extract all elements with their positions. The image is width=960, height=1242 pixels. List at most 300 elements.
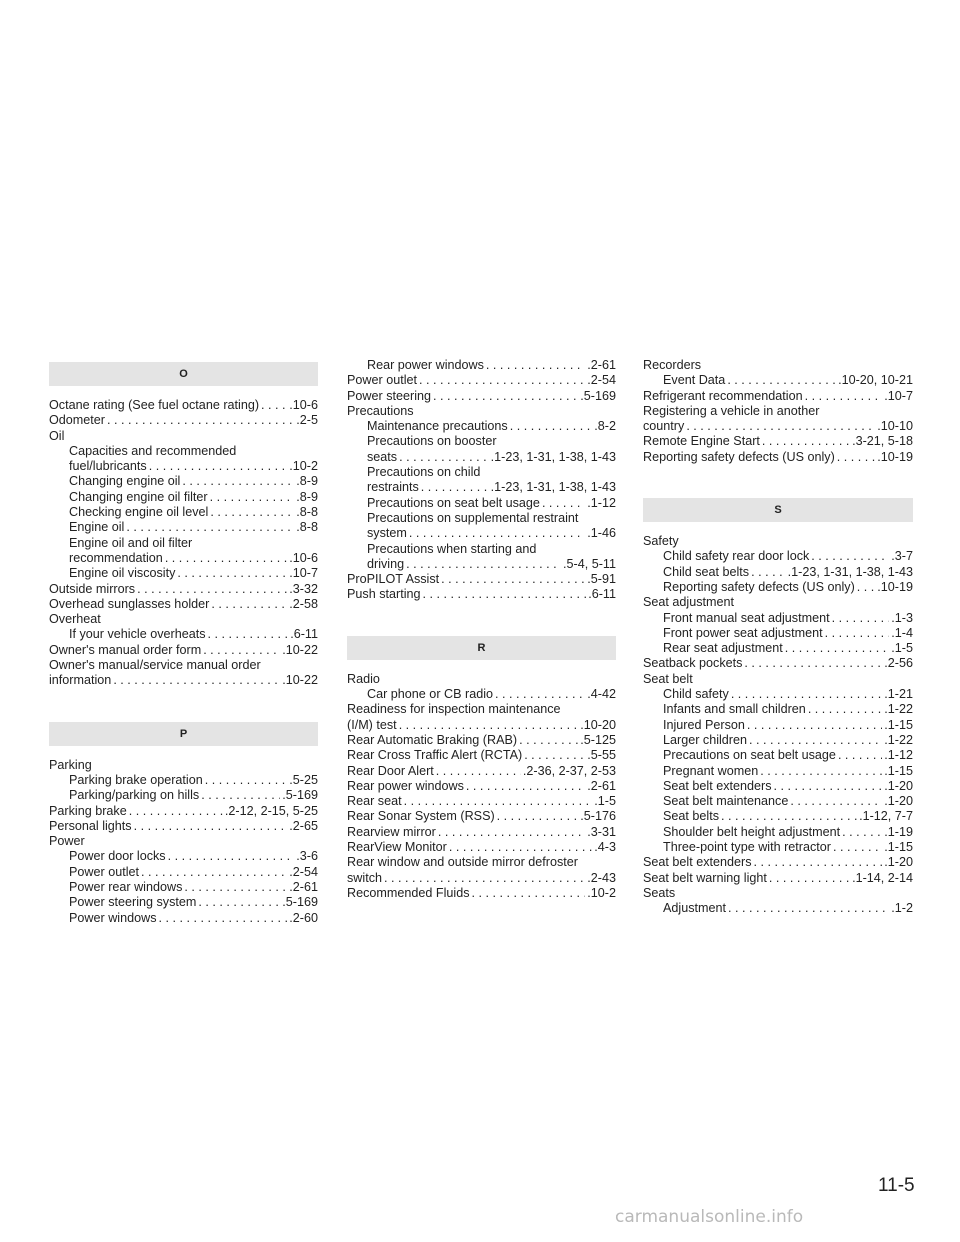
- dot-leader: [769, 871, 850, 886]
- section-header: R: [347, 636, 616, 660]
- index-entry: [347, 886, 616, 901]
- entry-label: Event Data: [663, 373, 726, 388]
- index-entry: [347, 825, 616, 840]
- entry-label: Child safety rear door lock: [663, 549, 810, 564]
- dot-leader: [421, 480, 489, 495]
- page-reference: .1-2: [891, 901, 913, 916]
- entry-label: Power door locks: [69, 849, 166, 864]
- entry-label: Seat belts: [663, 809, 720, 824]
- page-reference: .1-5: [594, 794, 616, 809]
- index-subentry: [643, 794, 913, 809]
- index-subentry: [49, 459, 318, 474]
- index-entry: [347, 871, 616, 886]
- dot-leader: [159, 911, 288, 926]
- entry-label: Rear seat adjustment: [663, 641, 783, 656]
- entry-label: Child safety: [663, 687, 729, 702]
- index-subentry: [643, 611, 913, 626]
- dot-leader: [184, 880, 287, 895]
- index-entry: [643, 855, 913, 870]
- page-reference: .1-22: [884, 702, 913, 717]
- page-number: 11-5: [878, 1175, 915, 1196]
- index-entry-text: Owner's manual/service manual order: [49, 658, 261, 673]
- index-entry: [49, 673, 318, 688]
- index-entry-text: Seats: [643, 885, 676, 900]
- dot-leader: [825, 626, 890, 641]
- index-subentry: [643, 809, 913, 824]
- page-reference: .10-22: [282, 673, 318, 688]
- dot-leader: [486, 358, 585, 373]
- page-reference: .2-61: [587, 778, 616, 793]
- page-reference: .10-6: [289, 398, 318, 412]
- index-entry: [643, 656, 913, 671]
- page-reference: .3-21, 5-18: [852, 434, 913, 449]
- index-entry-text: Seat adjustment: [643, 595, 735, 610]
- page-reference: .8-2: [594, 419, 616, 434]
- dot-leader: [261, 398, 287, 413]
- index-subentry: [49, 865, 318, 880]
- entry-label: Power rear windows: [69, 880, 183, 895]
- page-reference: .5-91: [587, 572, 616, 587]
- page-reference: .8-9: [296, 489, 318, 504]
- dot-leader: [744, 656, 882, 671]
- page-reference: .2-12, 2-15, 5-25: [224, 803, 318, 818]
- entry-label: Rear Sonar System (RSS): [347, 809, 495, 824]
- index-subentry: [643, 840, 913, 855]
- page-reference: .4-42: [587, 687, 616, 702]
- index-subentry: [643, 373, 913, 388]
- index-column-3: [643, 358, 913, 917]
- dot-leader: [754, 855, 883, 870]
- page-reference: .3-31: [587, 824, 616, 839]
- index-entry: [643, 450, 913, 465]
- entry-label: Parking brake: [49, 803, 127, 818]
- page-reference: .2-65: [289, 818, 318, 833]
- entry-label: Push starting: [347, 587, 421, 602]
- entry-label: Rear power windows: [367, 358, 484, 372]
- index-entry: [49, 819, 318, 834]
- index-subentry: [347, 496, 616, 511]
- entry-label: Checking engine oil level: [69, 505, 209, 520]
- index-subentry-text: Precautions on supplemental restraint: [367, 510, 579, 525]
- page-reference: .1-12: [884, 748, 913, 763]
- dot-leader: [472, 886, 586, 901]
- page-reference: .8-9: [296, 474, 318, 489]
- entry-label: Front manual seat adjustment: [663, 610, 830, 625]
- index-entry-text: Readiness for inspection maintenance: [347, 702, 561, 717]
- page-reference: .4-3: [594, 840, 616, 855]
- page-reference: .1-4: [891, 625, 913, 640]
- index-subentry-text: Engine oil and oil filter: [69, 535, 193, 550]
- entry-label: Adjustment: [663, 901, 726, 916]
- entry-label: Parking/parking on hills: [69, 788, 200, 803]
- dot-leader: [406, 557, 561, 572]
- page-reference: .1-12, 7-7: [859, 809, 913, 824]
- dot-leader: [790, 794, 882, 809]
- entry-label: Seat belt maintenance: [663, 794, 789, 809]
- dot-leader: [842, 825, 882, 840]
- entry-label: Larger children: [663, 732, 748, 747]
- dot-leader: [727, 373, 836, 388]
- dot-leader: [149, 459, 288, 474]
- dot-leader: [384, 871, 585, 886]
- entry-label: Pregnant women: [663, 763, 759, 778]
- entry-label: Reporting safety defects (US only): [663, 579, 855, 594]
- index-entry: [347, 587, 616, 602]
- entry-label: driving: [367, 556, 405, 571]
- dot-leader: [524, 748, 585, 763]
- dot-leader: [205, 773, 288, 788]
- entry-label: system: [367, 526, 407, 541]
- index-subentry: [643, 901, 913, 916]
- index-subentry-text: Capacities and recommended: [69, 443, 237, 458]
- index-entry: [347, 373, 616, 388]
- index-subentry: [49, 551, 318, 566]
- dot-leader: [811, 549, 889, 564]
- index-subentry-text: Precautions on booster: [367, 434, 497, 449]
- page-reference: .1-15: [884, 763, 913, 778]
- dot-leader: [211, 597, 287, 612]
- page-reference: .10-7: [884, 388, 913, 403]
- dot-leader: [721, 809, 857, 824]
- index-entry: [347, 794, 616, 809]
- entry-label: Power steering: [347, 388, 431, 403]
- entry-label: Octane rating (See fuel octane rating): [49, 398, 260, 412]
- entry-label: Parking brake operation: [69, 772, 203, 787]
- index-column-2: [347, 358, 616, 901]
- dot-leader: [762, 434, 850, 449]
- dot-leader: [519, 733, 578, 748]
- page-reference: .2-54: [289, 864, 318, 879]
- index-subentry: [347, 358, 616, 373]
- entry-label: Engine oil: [69, 520, 125, 535]
- page-reference: .1-15: [884, 717, 913, 732]
- dot-leader: [832, 611, 890, 626]
- index-subentry: [49, 849, 318, 864]
- dot-leader: [168, 849, 295, 864]
- page-reference: .1-5: [891, 641, 913, 656]
- index-subentry: [49, 911, 318, 926]
- dot-leader: [399, 450, 489, 465]
- entry-label: Precautions on seat belt usage: [663, 748, 836, 763]
- dot-leader: [441, 572, 585, 587]
- dot-leader: [542, 496, 585, 511]
- page-reference: .1-3: [891, 610, 913, 625]
- index-subentry-text: Precautions on child: [367, 465, 481, 480]
- dot-leader: [129, 804, 223, 819]
- entry-label: Maintenance precautions: [367, 419, 508, 434]
- index-entry-text: Overheat: [49, 612, 101, 627]
- dot-leader: [404, 794, 593, 809]
- page-reference: .1-15: [884, 840, 913, 855]
- index-entry-text: Oil: [49, 428, 65, 443]
- entry-label: country: [643, 419, 685, 434]
- page-reference: .5-169: [282, 895, 318, 910]
- dot-leader: [201, 788, 280, 803]
- page-reference: .10-6: [289, 550, 318, 565]
- entry-label: Outside mirrors: [49, 581, 136, 596]
- page-reference: .1-14, 2-14: [852, 870, 913, 885]
- index-entry: [49, 597, 318, 612]
- page-reference: .2-56: [884, 656, 913, 671]
- dot-leader: [141, 865, 287, 880]
- index-subentry: [49, 566, 318, 581]
- entry-label: Rear power windows: [347, 778, 464, 793]
- index-subentry: [49, 505, 318, 520]
- index-subentry: [643, 825, 913, 840]
- index-subentry: [643, 718, 913, 733]
- index-column-1: [49, 358, 318, 926]
- page-reference: .10-19: [877, 449, 913, 464]
- index-subentry: [49, 788, 318, 803]
- index-subentry: [643, 549, 913, 564]
- page-reference: .1-22: [884, 732, 913, 747]
- index-entry: [347, 764, 616, 779]
- entry-label: Changing engine oil filter: [69, 489, 208, 504]
- page-reference: .5-25: [289, 772, 318, 787]
- dot-leader: [728, 901, 889, 916]
- index-subentry: [49, 490, 318, 505]
- page-reference: .5-169: [580, 388, 616, 403]
- dot-leader: [833, 840, 882, 855]
- page-reference: .2-43: [587, 870, 616, 885]
- page-reference: .2-61: [289, 880, 318, 895]
- entry-label: Power windows: [69, 910, 157, 925]
- dot-leader: [466, 779, 585, 794]
- page-reference: .2-60: [289, 910, 318, 925]
- page-reference: .10-20, 10-21: [838, 373, 913, 388]
- entry-label: Power steering system: [69, 895, 197, 910]
- index-entry: [49, 413, 318, 428]
- dot-leader: [433, 389, 578, 404]
- page-reference: .1-23, 1-31, 1-38, 1-43: [490, 480, 616, 495]
- page-reference: .2-54: [587, 373, 616, 388]
- index-entry: [347, 779, 616, 794]
- index-subentry: [49, 895, 318, 910]
- page-reference: .5-125: [580, 732, 616, 747]
- index-entry: [347, 840, 616, 855]
- page-reference: .1-12: [587, 495, 616, 510]
- index-entry: [347, 809, 616, 824]
- dot-leader: [751, 565, 786, 580]
- index-entry: [347, 748, 616, 763]
- index-entry: [347, 572, 616, 587]
- section-header: O: [49, 362, 318, 386]
- index-entry-text: Safety: [643, 534, 679, 549]
- entry-label: restraints: [367, 480, 419, 495]
- dot-leader: [198, 895, 280, 910]
- page-reference: .3-7: [891, 549, 913, 564]
- page-reference: .1-21: [884, 687, 913, 702]
- index-subentry: [347, 526, 616, 541]
- index-subentry: [643, 626, 913, 641]
- index-entry: [643, 871, 913, 886]
- index-entry-text: Precautions: [347, 403, 414, 418]
- index-entry-text: Seat belt: [643, 671, 693, 686]
- entry-label: Seatback pockets: [643, 656, 743, 671]
- page-reference: .10-20: [580, 717, 616, 732]
- page-reference: .1-19: [884, 824, 913, 839]
- dot-leader: [805, 389, 883, 404]
- entry-label: If your vehicle overheats: [69, 627, 206, 642]
- page-reference: .5-4, 5-11: [563, 556, 616, 571]
- dot-leader: [419, 373, 585, 388]
- section-header: P: [49, 722, 318, 746]
- dot-leader: [747, 718, 882, 733]
- index-entry: [49, 398, 318, 413]
- index-entry-text: Rear window and outside mirror defroster: [347, 855, 578, 870]
- entry-label: Reporting safety defects (US only): [643, 449, 835, 464]
- index-entry: [49, 804, 318, 819]
- page-reference: .5-55: [587, 748, 616, 763]
- dot-leader: [837, 450, 875, 465]
- entry-label: fuel/lubricants: [69, 459, 147, 474]
- entry-label: Seat belt extenders: [663, 778, 772, 793]
- page-reference: .5-169: [282, 788, 318, 803]
- page-reference: .1-20: [884, 794, 913, 809]
- index-entry: [643, 419, 913, 434]
- index-entry: [643, 389, 913, 404]
- entry-label: Overhead sunglasses holder: [49, 596, 210, 611]
- page-reference: .5-176: [580, 809, 616, 824]
- index-subentry: [643, 748, 913, 763]
- page-reference: .10-22: [282, 642, 318, 657]
- entry-label: Injured Person: [663, 717, 745, 732]
- entry-label: Recommended Fluids: [347, 885, 470, 900]
- entry-label: Power outlet: [69, 864, 140, 879]
- index-entry: [347, 733, 616, 748]
- dot-leader: [857, 580, 875, 595]
- index-subentry: [49, 520, 318, 535]
- entry-label: Owner's manual order form: [49, 642, 202, 657]
- index-subentry: [643, 580, 913, 595]
- page-reference: .1-20: [884, 855, 913, 870]
- dot-leader: [134, 819, 288, 834]
- entry-label: RearView Monitor: [347, 840, 447, 855]
- entry-label: Engine oil viscosity: [69, 566, 176, 581]
- dot-leader: [210, 490, 295, 505]
- page-reference: .10-2: [587, 885, 616, 900]
- index-entry-text: Parking: [49, 757, 92, 772]
- entry-label: ProPILOT Assist: [347, 572, 440, 587]
- index-subentry: [643, 641, 913, 656]
- entry-label: Power outlet: [347, 373, 418, 388]
- entry-label: Precautions on seat belt usage: [367, 495, 540, 510]
- dot-leader: [510, 419, 593, 434]
- entry-label: switch: [347, 870, 382, 885]
- dot-leader: [177, 566, 287, 581]
- entry-label: Seat belt warning light: [643, 870, 767, 885]
- entry-label: Rearview mirror: [347, 824, 436, 839]
- dot-leader: [208, 627, 289, 642]
- index-entry-text: Radio: [347, 671, 380, 686]
- dot-leader: [409, 526, 585, 541]
- dot-leader: [449, 840, 592, 855]
- page-reference: .8-8: [296, 520, 318, 535]
- index-entry-text: Recorders: [643, 358, 702, 372]
- dot-leader: [436, 764, 521, 779]
- dot-leader: [182, 474, 294, 489]
- entry-label: Shoulder belt height adjustment: [663, 824, 841, 839]
- index-subentry: [49, 773, 318, 788]
- entry-label: Rear Door Alert: [347, 763, 434, 778]
- index-entry: [49, 582, 318, 597]
- page-reference: .1-46: [587, 526, 616, 541]
- page-reference: .2-61: [587, 358, 616, 372]
- index-subentry: [347, 557, 616, 572]
- page-reference: .10-19: [877, 579, 913, 594]
- entry-label: Child seat belts: [663, 564, 750, 579]
- entry-label: Odometer: [49, 413, 105, 428]
- dot-leader: [808, 702, 882, 717]
- dot-leader: [749, 733, 882, 748]
- index-subentry: [49, 627, 318, 642]
- dot-leader: [399, 718, 579, 733]
- page-reference: .1-23, 1-31, 1-38, 1-43: [490, 449, 616, 464]
- entry-label: Changing engine oil: [69, 474, 181, 489]
- entry-label: Car phone or CB radio: [367, 687, 494, 702]
- index-subentry: [643, 779, 913, 794]
- entry-label: Three-point type with retractor: [663, 840, 831, 855]
- index-subentry: [347, 480, 616, 495]
- dot-leader: [760, 764, 882, 779]
- page-reference: .10-7: [289, 566, 318, 581]
- index-entry: [347, 389, 616, 404]
- dot-leader: [838, 748, 882, 763]
- index-subentry: [643, 764, 913, 779]
- section-header: S: [643, 498, 913, 522]
- page-reference: .6-11: [588, 587, 616, 602]
- dot-leader: [785, 641, 890, 656]
- index-entry: [347, 718, 616, 733]
- watermark: carmanualsonline.info: [615, 1207, 804, 1227]
- index-entry-text: Power: [49, 834, 85, 849]
- dot-leader: [113, 673, 280, 688]
- entry-label: recommendation: [69, 550, 163, 565]
- index-subentry: [347, 687, 616, 702]
- dot-leader: [438, 825, 585, 840]
- page-reference: .2-58: [289, 596, 318, 611]
- dot-leader: [126, 520, 294, 535]
- index-entry: [49, 643, 318, 658]
- page-reference: .1-20: [884, 778, 913, 793]
- dot-leader: [497, 809, 579, 824]
- dot-leader: [210, 505, 294, 520]
- index-subentry: [643, 702, 913, 717]
- dot-leader: [137, 582, 287, 597]
- entry-label: Remote Engine Start: [643, 434, 760, 449]
- entry-label: Rear seat: [347, 794, 402, 809]
- entry-label: Rear Automatic Braking (RAB): [347, 732, 518, 747]
- dot-leader: [423, 587, 587, 602]
- entry-label: Rear Cross Traffic Alert (RCTA): [347, 748, 523, 763]
- index-subentry: [643, 733, 913, 748]
- page-reference: .10-2: [289, 459, 318, 474]
- index-entry: [643, 434, 913, 449]
- page-reference: .6-11: [290, 627, 318, 642]
- index-subentry: [643, 687, 913, 702]
- entry-label: information: [49, 673, 112, 688]
- dot-leader: [495, 687, 585, 702]
- dot-leader: [107, 413, 294, 428]
- entry-label: seats: [367, 449, 398, 464]
- index-entry-text: Registering a vehicle in another: [643, 403, 820, 418]
- dot-leader: [774, 779, 883, 794]
- dot-leader: [165, 551, 287, 566]
- page-reference: .10-10: [877, 419, 913, 434]
- index-subentry: [49, 474, 318, 489]
- entry-label: Personal lights: [49, 818, 132, 833]
- index-subentry: [49, 880, 318, 895]
